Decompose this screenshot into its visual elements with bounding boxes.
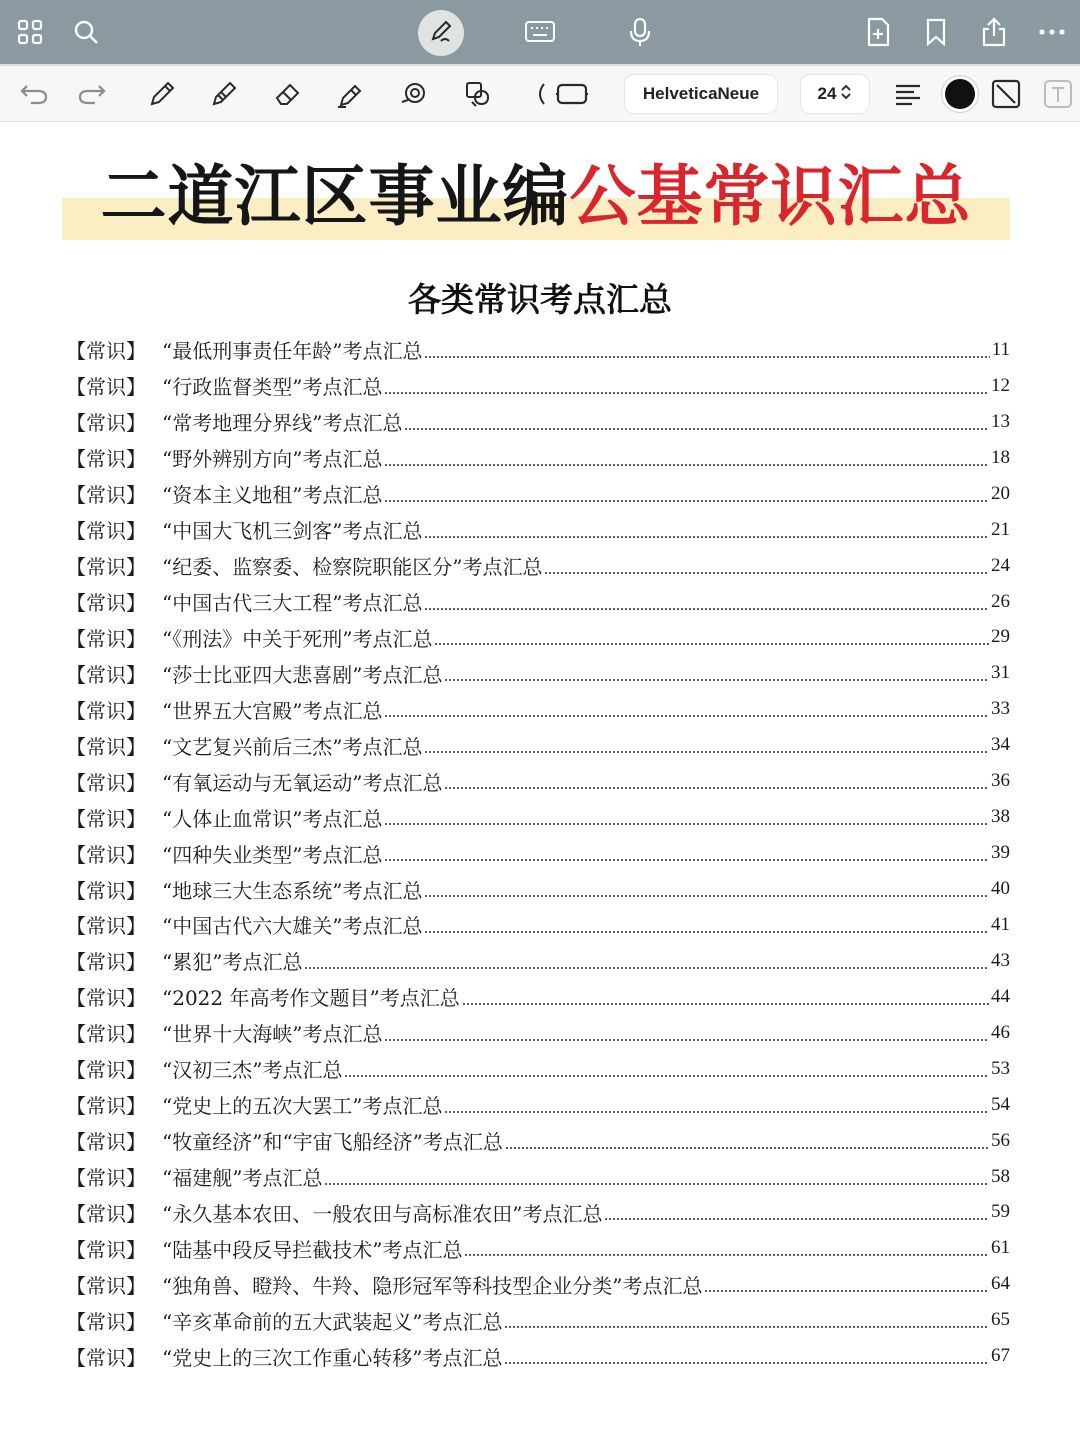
toc-title: “累犯”考点汇总 [162,950,303,975]
toc-entry[interactable] [66,871,1010,907]
toc-leader [384,1039,989,1041]
toc-tag: 【常识】 [66,1273,146,1298]
toc-tag: 【常识】 [66,950,146,975]
toc-title: “四种失业类型”考点汇总 [162,842,383,867]
toc-tag: 【常识】 [66,842,146,867]
toc-leader [404,428,989,430]
toc-title: “人体止血常识”考点汇总 [162,806,383,831]
toc-title: “辛亥革命前的五大武装起义”考点汇总 [162,1309,503,1334]
pen-icon[interactable] [142,74,182,114]
undo-icon[interactable] [14,74,54,114]
toc-leader [424,536,989,538]
toc-tag: 【常识】 [66,878,146,903]
toc-page-number: 11 [991,338,1010,360]
toc-title: “2022 年高考作文题目”考点汇总 [162,986,460,1011]
toc-entry[interactable] [66,332,1010,368]
toc-leader [462,1003,989,1005]
font-size-value: 24 [817,84,837,103]
toc-entry[interactable] [66,512,1010,548]
toc-entry[interactable] [66,1195,1010,1231]
toc-title: “陆基中段反导拦截技术”考点汇总 [162,1237,463,1262]
toc-entry[interactable] [66,476,1010,512]
search-icon[interactable] [66,12,106,52]
toc-page-number: 26 [991,590,1010,612]
toc-tag: 【常识】 [66,986,146,1011]
toc-entry[interactable] [66,1302,1010,1338]
toc-tag: 【常识】 [66,698,146,723]
toc-page-number: 67 [991,1345,1010,1367]
toc-leader [434,643,989,645]
toc-entry[interactable] [66,440,1010,476]
toc-tag: 【常识】 [66,662,146,687]
toc-tag: 【常识】 [66,1237,146,1262]
toc-leader [504,1362,989,1364]
toc-page-number: 20 [991,482,1010,504]
toc-entry[interactable] [66,1338,1010,1374]
grid-icon[interactable] [10,12,50,52]
toc-page-number: 40 [991,878,1010,900]
page-title-red: 公基常识汇总 [569,157,972,235]
toc-tag: 【常识】 [66,1309,146,1334]
toc-tag: 【常识】 [66,555,146,580]
toc-leader [324,1183,989,1185]
toc-tag: 【常识】 [66,1130,146,1155]
toc-page-number: 18 [991,446,1010,468]
toc-entry[interactable] [66,691,1010,727]
toc-leader [464,1254,989,1256]
share-icon[interactable] [974,12,1014,52]
toc-tag: 【常识】 [66,483,146,508]
toc-leader [384,392,989,394]
more-icon[interactable] [1032,12,1072,52]
toc-title: “纪委、监察委、检察院职能区分”考点汇总 [162,555,543,580]
toc-tag: 【常识】 [66,519,146,544]
pen-edit-button[interactable] [418,10,464,56]
toc-title: “常考地理分界线”考点汇总 [162,411,403,436]
toc-title: “莎士比亚四大悲喜剧”考点汇总 [162,662,443,687]
toc-leader [384,715,989,717]
section-heading: 各类常识考点汇总 [408,280,672,319]
pencil-icon[interactable] [204,74,244,114]
eraser-icon[interactable] [268,74,308,114]
toc-title: “中国大飞机三剑客”考点汇总 [162,519,423,544]
toc-leader [505,1147,989,1149]
toc-leader [304,967,989,969]
text-style-icon[interactable] [1038,74,1078,114]
toc-tag: 【常识】 [66,806,146,831]
toc-title: “有氧运动与无氧运动”考点汇总 [162,770,443,795]
toc-leader [444,1111,989,1113]
toc-page-number: 33 [991,698,1010,720]
app-top-bar [0,0,1080,64]
toc-page-number: 59 [991,1201,1010,1223]
toc-entry[interactable] [66,620,1010,656]
toc-title: “中国古代六大雄关”考点汇总 [162,914,423,939]
color-swatch[interactable] [945,79,975,109]
toc-leader [424,608,989,610]
toc-title: “汉初三杰”考点汇总 [162,1058,343,1083]
toc-entry[interactable] [66,835,1010,871]
toc-entry[interactable] [66,979,1010,1015]
toc-title: “牧童经济”和“宇宙飞船经济”考点汇总 [162,1130,503,1155]
toc-title: “《刑法》中关于死刑”考点汇总 [162,626,433,651]
toc-entry[interactable] [66,799,1010,835]
stepper-chevron-icon [840,83,852,106]
shape-icon[interactable] [394,74,434,114]
toc-leader [544,572,989,574]
toc-title: “福建舰”考点汇总 [162,1166,323,1191]
highlighter-icon[interactable] [330,74,370,114]
toc-title: “野外辨别方向”考点汇总 [162,447,383,472]
add-page-icon[interactable] [858,12,898,52]
toc-title: “地球三大生态系统”考点汇总 [162,878,423,903]
toc-title: “最低刑事责任年龄”考点汇总 [162,339,423,364]
toc-entry[interactable] [66,1087,1010,1123]
toc-leader [424,931,989,933]
textbox-icon[interactable] [552,74,592,114]
toc-page-number: 64 [991,1273,1010,1295]
toc-entry[interactable] [66,1051,1010,1087]
toc-leader [604,1218,989,1220]
toc-page-number: 34 [991,734,1010,756]
toc-entry[interactable] [66,584,1010,620]
toc-leader [384,859,989,861]
toc-entry[interactable] [66,548,1010,584]
toc-page-number: 58 [991,1165,1010,1187]
toc-tag: 【常识】 [66,591,146,616]
toc-page-number: 38 [991,806,1010,828]
page-title-black: 二道江区事业编 [100,157,570,235]
toc-leader [384,823,989,825]
table-of-contents [66,332,1010,1374]
toc-page-number: 12 [991,374,1010,396]
toc-tag: 【常识】 [66,1166,146,1191]
toc-tag: 【常识】 [66,1022,146,1047]
toc-leader [704,1290,989,1292]
toc-tag: 【常识】 [66,447,146,472]
redo-icon[interactable] [72,74,112,114]
toc-page-number: 56 [991,1129,1010,1151]
toc-page-number: 36 [991,770,1010,792]
toc-entry[interactable] [66,727,1010,763]
toc-page-number: 53 [991,1057,1010,1079]
toc-title: “文艺复兴前后三杰”考点汇总 [162,734,423,759]
toc-page-number: 46 [991,1021,1010,1043]
toc-title: “党史上的五次大罢工”考点汇总 [162,1094,443,1119]
toc-tag: 【常识】 [66,339,146,364]
line-tool-icon[interactable] [986,74,1026,114]
toc-page-number: 61 [991,1237,1010,1259]
toc-leader [424,751,989,753]
toc-title: “党史上的三次工作重心转移”考点汇总 [162,1345,503,1370]
toc-page-number: 31 [991,662,1010,684]
toc-tag: 【常识】 [66,734,146,759]
toc-title: “世界十大海峡”考点汇总 [162,1022,383,1047]
keyboard-icon[interactable] [520,12,560,52]
toc-page-number: 43 [991,949,1010,971]
toc-entry[interactable] [66,943,1010,979]
toc-leader [424,356,989,358]
pen-edit-icon [427,17,455,49]
toc-entry[interactable] [66,655,1010,691]
toc-title: “中国古代三大工程”考点汇总 [162,591,423,616]
toc-tag: 【常识】 [66,914,146,939]
toc-title: “世界五大宫殿”考点汇总 [162,698,383,723]
toc-entry[interactable] [66,1015,1010,1051]
drawing-toolbar [0,66,1080,122]
toc-tag: 【常识】 [66,1345,146,1370]
toc-entry[interactable] [66,763,1010,799]
align-left-icon[interactable] [888,74,928,114]
bookmark-icon[interactable] [916,12,956,52]
toc-tag: 【常识】 [66,411,146,436]
toc-leader [444,787,989,789]
toc-tag: 【常识】 [66,770,146,795]
toc-entry[interactable] [66,1266,1010,1302]
toc-leader [444,679,989,681]
toc-title: “资本主义地租”考点汇总 [162,483,383,508]
toc-page-number: 13 [991,410,1010,432]
toc-tag: 【常识】 [66,1094,146,1119]
toc-title: “独角兽、瞪羚、牛羚、隐形冠军等科技型企业分类”考点汇总 [162,1273,703,1298]
toc-page-number: 41 [991,913,1010,935]
toc-entry[interactable] [66,404,1010,440]
toc-page-number: 65 [991,1309,1010,1331]
toc-page-number: 39 [991,842,1010,864]
lasso-icon[interactable] [458,74,498,114]
toc-page-number: 44 [991,985,1010,1007]
toc-page-number: 21 [991,518,1010,540]
toc-leader [384,464,989,466]
toc-leader [424,895,989,897]
page-title [62,148,1010,244]
toc-entry[interactable] [66,1123,1010,1159]
toc-tag: 【常识】 [66,1058,146,1083]
font-size-stepper[interactable] [800,74,870,114]
toc-page-number: 29 [991,626,1010,648]
toc-leader [384,500,989,502]
toc-entry[interactable] [66,1159,1010,1195]
toc-page-number: 24 [991,554,1010,576]
toc-tag: 【常识】 [66,626,146,651]
toc-page-number: 54 [991,1093,1010,1115]
toc-leader [344,1075,989,1077]
font-family-value: HelveticaNeue [642,84,760,103]
toc-title: “行政监督类型”考点汇总 [162,375,383,400]
toc-leader [504,1326,989,1328]
microphone-icon[interactable] [620,12,660,52]
toc-entry[interactable] [66,368,1010,404]
toc-title: “永久基本农田、一般农田与高标准农田”考点汇总 [162,1201,603,1226]
toc-tag: 【常识】 [66,375,146,400]
font-family-selector[interactable] [624,74,778,114]
toc-entry[interactable] [66,907,1010,943]
toc-tag: 【常识】 [66,1201,146,1226]
toc-entry[interactable] [66,1230,1010,1266]
